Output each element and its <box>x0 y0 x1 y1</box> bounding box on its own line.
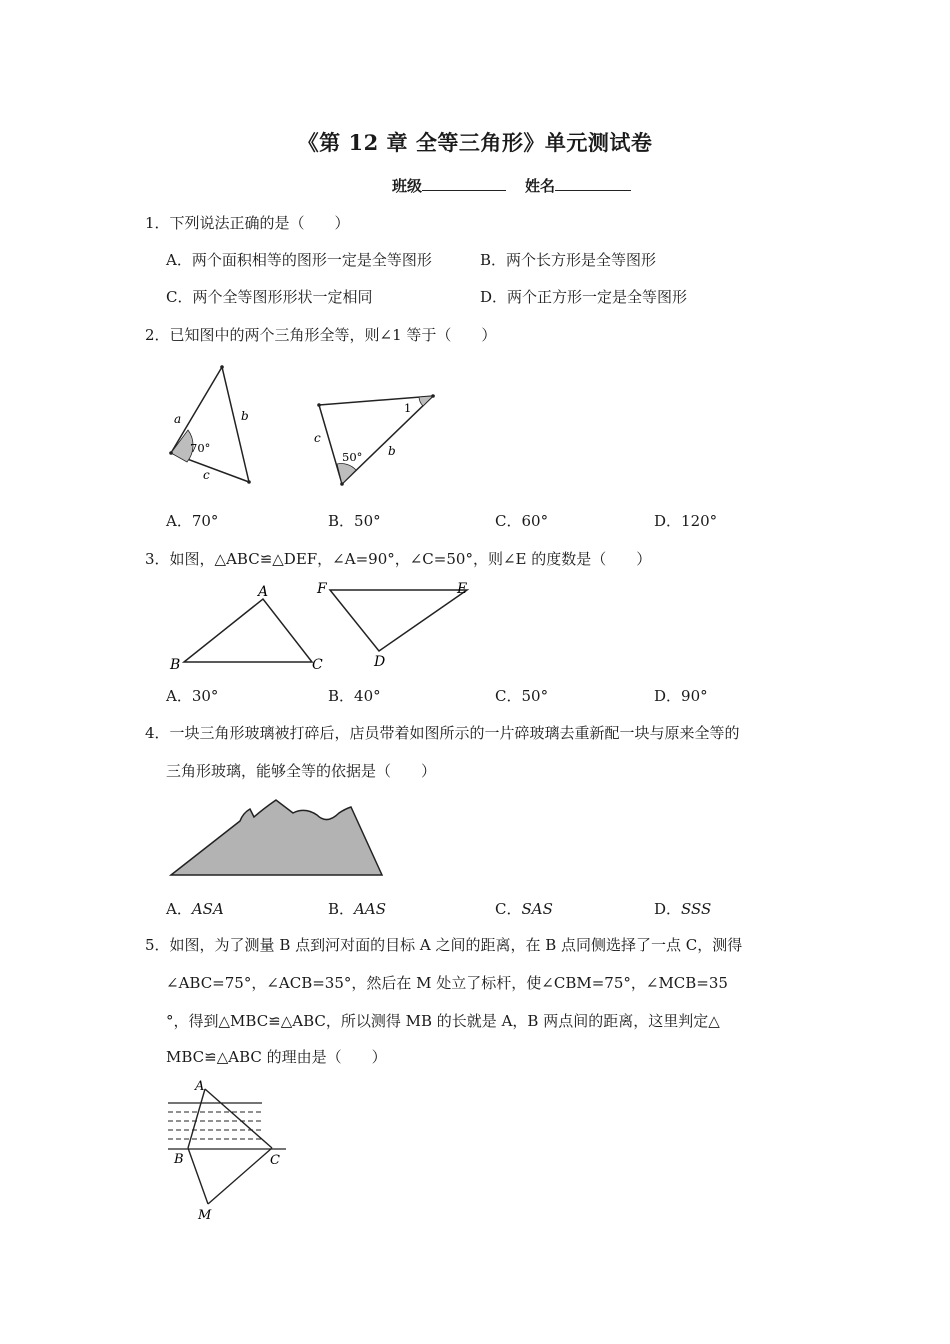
question-3 <box>145 548 651 569</box>
q3-figure <box>160 578 490 678</box>
q3-label-a: A <box>258 584 269 600</box>
question-number: 4． <box>145 724 170 742</box>
q5-label-m: M <box>198 1208 212 1223</box>
q3-label-d: D <box>374 654 386 670</box>
q2-label-b2: b <box>388 444 396 458</box>
question-5-line-4: MBC≌△ABC 的理由是（ ） <box>166 1048 387 1066</box>
question-2 <box>145 324 496 345</box>
question-4-line-2: 三角形玻璃，能够全等的依据是（ ） <box>166 762 437 780</box>
q2-option-b: B．50° <box>328 512 381 530</box>
q3-label-c: C <box>312 657 323 673</box>
q3-option-b: B．40° <box>328 687 381 705</box>
question-stem: 下列说法正确的是（ ） <box>169 214 350 232</box>
q2-label-c1: c <box>203 468 210 482</box>
q4-option-b: B．AAS <box>328 900 386 918</box>
class-blank <box>422 174 506 191</box>
question-number: 5． <box>145 936 170 954</box>
q2-label-b1: b <box>241 409 249 423</box>
q4-glass-shard <box>165 795 390 880</box>
q5-label-c: C <box>270 1153 280 1168</box>
q4-option-d: D．SSS <box>654 900 712 918</box>
q2-label-c2: c <box>314 431 321 445</box>
question-number: 2． <box>145 326 170 344</box>
q3-option-d: D．90° <box>654 687 708 705</box>
q2-figure <box>160 360 460 490</box>
q1-option-d: D．两个正方形一定是全等图形 <box>480 288 688 306</box>
q2-label-a: a <box>174 412 182 426</box>
question-1 <box>145 212 350 233</box>
q4-option-c: C．SAS <box>495 900 553 918</box>
q5-label-a: A <box>195 1079 205 1094</box>
question-5-line-2: ∠ABC=75°，∠ACB=35°，然后在 M 处立了标杆，使∠CBM=75°，∠MCB=35 <box>166 974 728 992</box>
q3-triangle-abc <box>184 599 312 662</box>
q2-angle-1: 1 <box>404 401 412 415</box>
q1-option-b: B．两个长方形是全等图形 <box>480 251 657 269</box>
q4-option-a: A．ASA <box>166 900 224 918</box>
q3-option-c: C．50° <box>495 687 549 705</box>
question-stem: 已知图中的两个三角形全等，则∠1 等于（ ） <box>169 326 497 344</box>
question-number: 1． <box>145 214 170 232</box>
name-blank <box>555 174 631 191</box>
class-field <box>392 174 506 196</box>
q1-option-a: A．两个面积相等的图形一定是全等图形 <box>166 251 432 269</box>
question-stem-line-1: 如图，为了测量 B 点到河对面的目标 A 之间的距离，在 B 点同侧选择了一点 C，测得 <box>169 936 743 954</box>
question-5-line-3: °，得到△MBC≌△ABC，所以测得 MB 的长就是 A，B 两点间的距离，这里判定△ <box>166 1012 720 1030</box>
question-stem-line-1: 一块三角形玻璃被打碎后，店员带着如图所示的一片碎玻璃去重新配一块与原来全等的 <box>169 724 740 742</box>
q3-label-e: E <box>457 581 468 597</box>
q3-label-f: F <box>317 581 327 597</box>
question-number: 3． <box>145 550 170 568</box>
q2-triangle-left <box>169 365 251 484</box>
q2-option-a: A．70° <box>166 512 219 530</box>
q3-triangle-def <box>330 590 467 651</box>
q3-label-b: B <box>170 657 181 673</box>
q5-river-figure <box>160 1075 300 1225</box>
q1-option-c: C．两个全等图形形状一定相同 <box>166 288 373 306</box>
question-stem: 如图，△ABC≌△DEF，∠A=90°，∠C=50°，则∠E 的度数是（ ） <box>169 550 652 568</box>
question-4 <box>145 722 740 743</box>
q2-option-d: D．120° <box>654 512 718 530</box>
page-title: 《第 12 章 全等三角形》单元测试卷 <box>297 130 653 155</box>
question-5 <box>145 934 742 955</box>
q3-option-a: A．30° <box>166 687 219 705</box>
q2-triangle-right <box>314 394 435 486</box>
name-label: 姓名 <box>525 177 556 195</box>
q2-angle-70: 70° <box>190 441 211 455</box>
q2-angle-50: 50° <box>342 450 363 464</box>
class-label: 班级 <box>392 177 423 195</box>
q5-label-b: B <box>174 1152 184 1167</box>
q2-option-c: C．60° <box>495 512 549 530</box>
name-field <box>525 174 631 196</box>
